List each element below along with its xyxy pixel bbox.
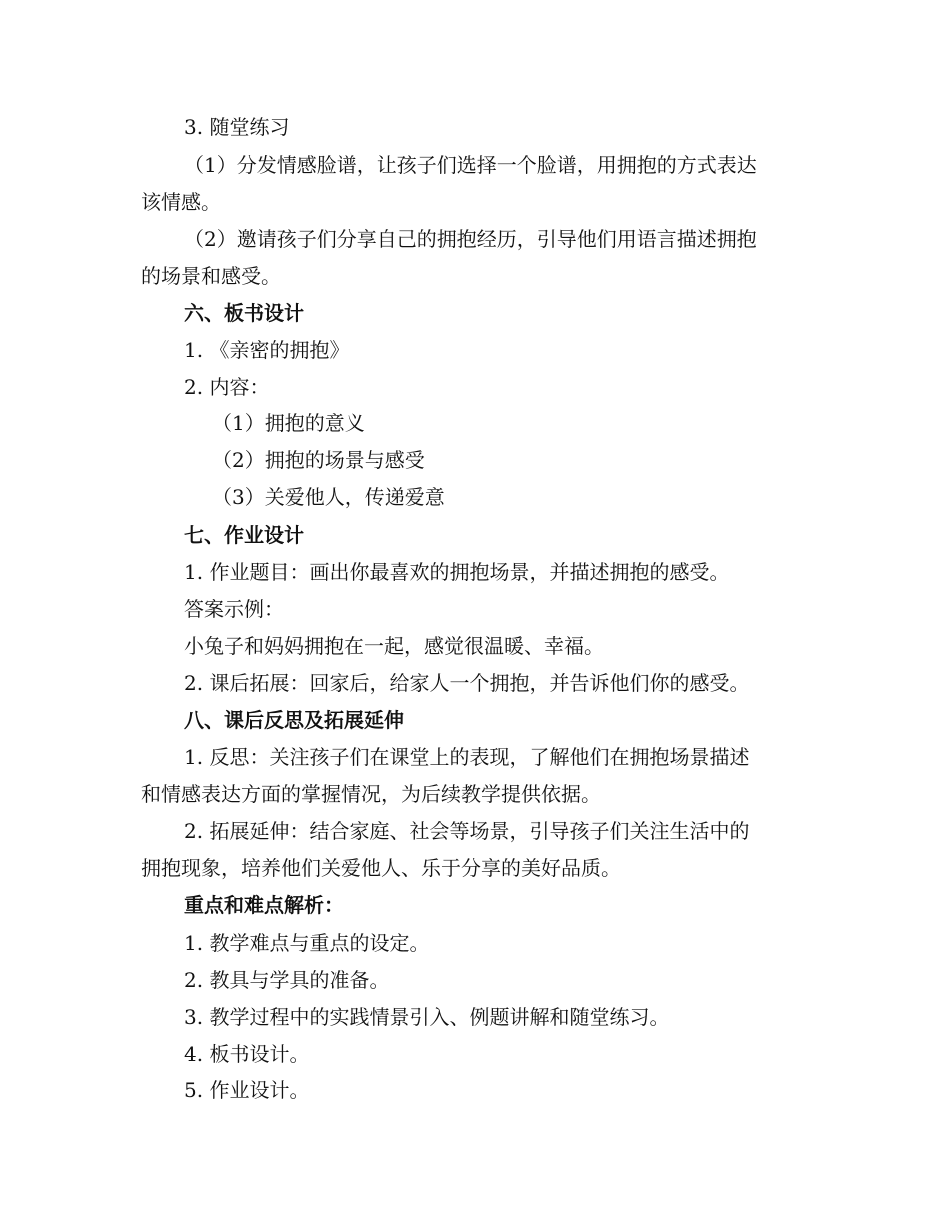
section-heading-reflection: 八、课后反思及拓展延伸 — [184, 708, 404, 732]
blackboard-subitem-2: （2）拥抱的场景与感受 — [212, 448, 425, 472]
analysis-item-1: 1. 教学难点与重点的设定。 — [184, 931, 430, 955]
blackboard-item-2: 2. 内容： — [184, 375, 270, 399]
blackboard-subitem-1: （1）拥抱的意义 — [212, 411, 365, 435]
section-heading-blackboard: 六、板书设计 — [184, 301, 304, 325]
homework-item-2: 2. 课后拓展：回家后，给家人一个拥抱，并告诉他们你的感受。 — [184, 671, 750, 695]
homework-item-1: 1. 作业题目：画出你最喜欢的拥抱场景，并描述拥抱的感受。 — [184, 560, 730, 584]
analysis-item-2: 2. 教具与学具的准备。 — [184, 968, 390, 992]
section-heading-homework: 七、作业设计 — [184, 523, 304, 547]
analysis-item-3: 3. 教学过程中的实践情景引入、例题讲解和随堂练习。 — [184, 1005, 670, 1029]
reflection-item-2-line-1: 2. 拓展延伸：结合家庭、社会等场景，引导孩子们关注生活中的 — [184, 819, 750, 843]
practice-paragraph-1-line-1: （1）分发情感脸谱，让孩子们选择一个脸谱，用拥抱的方式表达 — [184, 153, 757, 177]
reflection-item-2-line-2: 拥抱现象，培养他们关爱他人、乐于分享的美好品质。 — [141, 856, 621, 880]
homework-answer-label: 答案示例： — [184, 597, 284, 621]
blackboard-item-1: 1. 《亲密的拥抱》 — [184, 338, 350, 362]
analysis-item-4: 4. 板书设计。 — [184, 1042, 310, 1066]
practice-paragraph-2-line-2: 的场景和感受。 — [141, 264, 281, 288]
practice-item-title: 3. 随堂练习 — [184, 115, 290, 139]
blackboard-subitem-3: （3）关爱他人，传递爱意 — [212, 485, 445, 509]
analysis-heading: 重点和难点解析： — [184, 893, 344, 917]
reflection-item-1-line-1: 1. 反思：关注孩子们在课堂上的表现，了解他们在拥抱场景描述 — [184, 745, 750, 769]
analysis-item-5: 5. 作业设计。 — [184, 1078, 310, 1102]
practice-paragraph-1-line-2: 该情感。 — [141, 190, 221, 214]
practice-paragraph-2-line-1: （2）邀请孩子们分享自己的拥抱经历，引导他们用语言描述拥抱 — [184, 227, 757, 251]
reflection-item-1-line-2: 和情感表达方面的掌握情况，为后续教学提供依据。 — [141, 782, 601, 806]
homework-answer-text: 小兔子和妈妈拥抱在一起，感觉很温暖、幸福。 — [184, 634, 604, 658]
